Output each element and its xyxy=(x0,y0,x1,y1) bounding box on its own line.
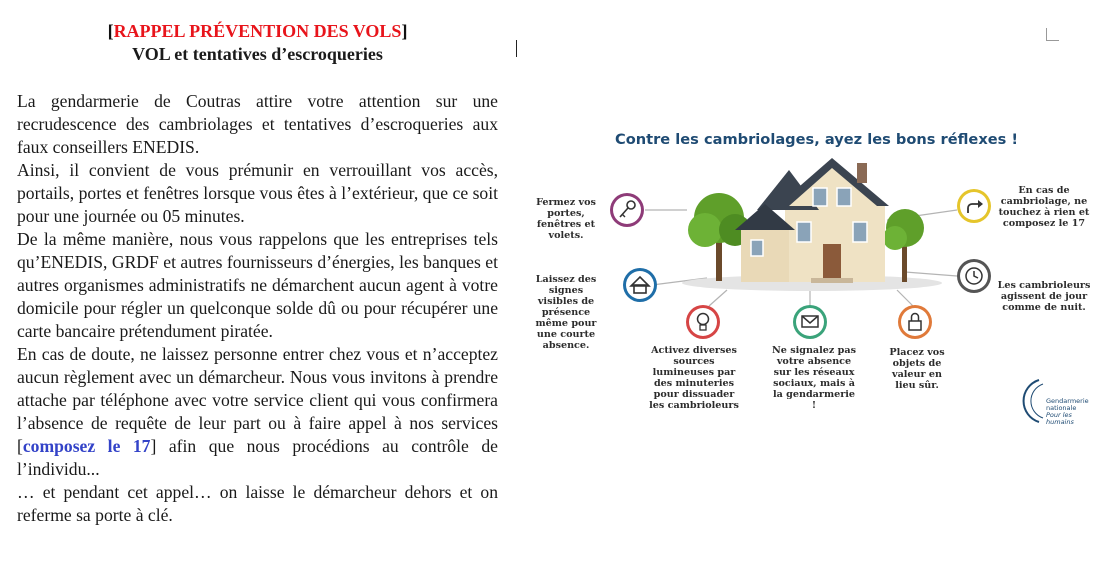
tip-time: Les cambrioleurs agissent de jour comme de nuit. xyxy=(997,280,1091,313)
tree-right xyxy=(883,209,924,282)
paragraph-1: La gendarmerie de Coutras attire votre attention sur une recrudescence des cambriolages et tentatives d’escroqueries aux faux conseillers ENEDIS. xyxy=(17,91,498,157)
prevention-infographic xyxy=(527,118,1097,430)
logo-name: Gendarmerie xyxy=(1046,397,1089,405)
tip-social: Ne signalez pas votre absence sur les réseaux sociaux, mais à la gendarmerie ! xyxy=(771,345,857,411)
title-red: RAPPEL PRÉVENTION DES VOLS xyxy=(113,21,402,41)
infographic-title: Contre les cambriolages, ayez les bons réflexes ! xyxy=(615,131,1019,148)
home-icon xyxy=(623,268,657,302)
lightbulb-icon xyxy=(686,305,720,339)
logo-text xyxy=(1046,398,1097,426)
gendarmerie-logo xyxy=(1024,380,1043,422)
arrow-icon xyxy=(957,189,991,223)
padlock-icon xyxy=(898,305,932,339)
heading-title xyxy=(17,20,498,43)
tip-lock: Fermez vos portes, fenêtres et volets. xyxy=(536,197,596,241)
heading-subtitle: VOL et tentatives d’escroqueries xyxy=(132,44,383,64)
paragraph-3: De la même manière, nous vous rappelons que les entreprises tels qu’ENEDIS, GRDF et autres fournisseurs d’énergies, les banques et autres organismes administratifs ne démarchent aucun agent à votre domicile pour régler un quelconque solde dû ou pour récupérer une carte bancaire prétendument piratée. xyxy=(17,229,498,341)
text-cursor xyxy=(516,40,517,57)
house xyxy=(735,158,889,283)
tip-lights: Activez diverses sources lumineuses par des minuteries pour dissuader les cambrioleurs xyxy=(649,345,739,411)
paragraph-4 xyxy=(17,343,498,481)
logo-sub: nationale xyxy=(1046,404,1077,412)
logo-motto: Pour les humains xyxy=(1046,411,1074,426)
document-heading xyxy=(17,20,498,66)
paragraph-4-end: ] afin que nous procédions au contrôle de l’individu... xyxy=(17,436,498,479)
tip-valuables: Placez vos objets de valeur en lieu sûr. xyxy=(889,347,945,391)
key-icon xyxy=(610,193,644,227)
open-bracket: [ xyxy=(107,21,114,41)
paragraph-5: … et pendant cet appel… on laisse le démarcheur dehors et on referme sa porte à clé. xyxy=(17,482,498,525)
clock-icon xyxy=(957,259,991,293)
paragraph-4-start: En cas de doute, ne laissez personne entrer chez vous et n’acceptez aucun règlement avec un démarcheur. Nous vous invitons à prendre attache par téléphone avec votre service client qui vous confirmera l’absence de requête de leur part ou à faire appel à nos services [ xyxy=(17,344,498,456)
tip-call: En cas de cambriolage, ne touchez à rien et composez le 17 xyxy=(998,185,1090,229)
document-body[interactable] xyxy=(17,90,498,527)
envelope-icon xyxy=(793,305,827,339)
tip-signs: Laissez des signes visibles de présence même pour une courte absence. xyxy=(535,274,597,351)
call-17-highlight: composez le 17 xyxy=(22,436,151,456)
close-bracket: ] xyxy=(401,21,408,41)
paragraph-2: Ainsi, il convient de vous prémunir en verrouillant vos accès, portails, portes et fenêtres lorsque vous êtes à l’extérieur, que ce soit pour une journée ou 05 minutes. xyxy=(17,160,498,226)
page-corner-mark xyxy=(1046,28,1059,41)
